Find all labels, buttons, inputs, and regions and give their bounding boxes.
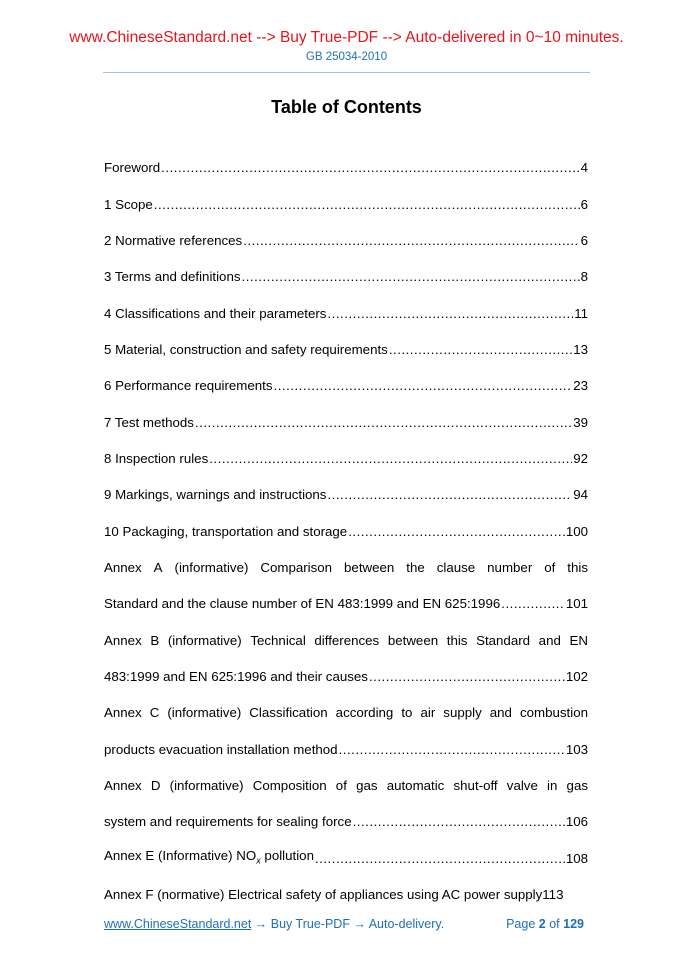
toc-page: 39 [573, 414, 588, 430]
toc-word: the [406, 559, 425, 575]
toc-page: 101 [565, 596, 588, 612]
toc-word: (informative) [167, 632, 242, 648]
toc-word: Composition [252, 778, 327, 794]
toc-word: of [544, 559, 556, 575]
toc-word: this [567, 559, 588, 575]
toc-entry-annex-e[interactable] [104, 841, 588, 877]
toc-leader [195, 414, 572, 432]
toc-entry-scope[interactable] [104, 186, 588, 222]
toc-word: Technical [250, 632, 306, 648]
toc-word: Annex [104, 632, 142, 648]
toc-entry-annex-a-line1[interactable] [104, 550, 588, 586]
toc-entry-performance[interactable] [104, 368, 588, 404]
toc-entry-test-methods[interactable] [104, 404, 588, 440]
toc-word: and [538, 632, 561, 648]
toc-word: number [487, 559, 533, 575]
toc-entry-inspection[interactable] [104, 441, 588, 477]
toc-label: 3 Terms and definitions [104, 269, 241, 285]
toc-label [104, 847, 314, 870]
toc-entry-material[interactable] [104, 332, 588, 368]
footer-arrow: → [251, 917, 271, 931]
toc-word: according [335, 705, 394, 721]
header-divider [103, 72, 590, 73]
footer-links [104, 915, 444, 933]
toc-label-subscript: x [256, 856, 261, 867]
toc-leader [315, 850, 565, 868]
toc-word: between [387, 632, 439, 648]
toc-leader [243, 232, 579, 250]
toc-word: (informative) [167, 705, 242, 721]
toc-label: 8 Inspection rules [104, 450, 209, 466]
toc-label: 483:1999 and EN 625:1996 and their causes [104, 668, 368, 684]
toc-entry-normative-references[interactable] [104, 223, 588, 259]
toc-label-tail: pollution [260, 848, 314, 864]
toc-label: 9 Markings, warnings and instructions [104, 487, 327, 503]
toc-page: 6 [580, 232, 588, 248]
toc-page: 113 [542, 887, 564, 903]
standard-code: GB 25034-2010 [305, 51, 388, 63]
toc-label: Annex F (normative) Electrical safety of appliances using AC power supply [104, 887, 543, 903]
toc-page: 103 [565, 741, 588, 757]
toc-word: C [149, 705, 160, 721]
toc-word: D [150, 778, 161, 794]
toc-label: 7 Test methods [104, 414, 194, 430]
toc-word: automatic [386, 778, 445, 794]
toc-entry-annex-b-line1[interactable] [104, 622, 588, 658]
toc-label: 4 Classifications and their parameters [104, 305, 327, 321]
toc-label: products evacuation installation method [104, 741, 338, 757]
toc-leader [339, 741, 565, 759]
toc-word: air [420, 705, 436, 721]
toc-word: this [446, 632, 468, 648]
toc-leader [369, 668, 565, 686]
toc-word: (informative) [174, 559, 249, 575]
toc-entry-terms[interactable] [104, 259, 588, 295]
footer-delivery: Auto-delivery. [368, 917, 445, 931]
toc-entry-annex-a-line2[interactable] [104, 586, 588, 622]
toc-label: Standard and the clause number of EN 483:1999 and EN 625:1996 [104, 596, 501, 612]
toc-page: 13 [573, 341, 588, 357]
toc-entry-annex-c-line2[interactable] [104, 732, 588, 768]
toc-page: 102 [565, 668, 588, 684]
toc-word: between [344, 559, 395, 575]
toc-leader [242, 268, 580, 286]
toc-leader [348, 523, 565, 541]
toc-label: Foreword [104, 160, 161, 176]
toc-entry-foreword[interactable] [104, 150, 588, 186]
toc-label: 10 Packaging, transportation and storage [104, 523, 348, 539]
toc-word: to [401, 705, 413, 721]
toc-label: 1 Scope [104, 196, 153, 212]
toc-leader [327, 305, 573, 323]
toc-page: 108 [565, 850, 588, 866]
toc-word: and [489, 705, 512, 721]
toc-word: of [335, 778, 347, 794]
toc-word: Annex [104, 559, 142, 575]
toc-word: B [150, 632, 160, 648]
toc-leader [274, 377, 573, 395]
toc-label: 2 Normative references [104, 232, 243, 248]
toc-label-main: Annex E (Informative) NO [104, 848, 257, 864]
toc-word: Annex [104, 705, 142, 721]
toc-list [104, 150, 588, 913]
toc-leader [353, 813, 565, 831]
toc-page: 4 [580, 160, 588, 176]
footer-arrow: → [349, 917, 369, 931]
toc-leader [154, 196, 580, 214]
toc-entry-annex-d-line1[interactable] [104, 768, 588, 804]
footer [104, 915, 588, 933]
toc-leader [161, 159, 579, 177]
toc-word: differences [314, 632, 380, 648]
toc-word: (informative) [169, 778, 244, 794]
toc-label: system and requirements for sealing force [104, 814, 352, 830]
toc-word: A [153, 559, 163, 575]
toc-word: gas [566, 778, 588, 794]
toc-entry-annex-f[interactable] [104, 877, 588, 913]
top-banner[interactable]: www.ChineseStandard.net --> Buy True-PDF --> Auto-delivered in 0~10 minutes. [69, 29, 624, 46]
toc-entry-markings[interactable] [104, 477, 588, 513]
toc-leader [209, 450, 572, 468]
toc-word: in [547, 778, 558, 794]
toc-word: gas [356, 778, 378, 794]
toc-word: supply [443, 705, 482, 721]
toc-leader [327, 486, 572, 504]
toc-leader [501, 595, 565, 613]
toc-page: 106 [565, 814, 588, 830]
toc-word: shut-off [453, 778, 498, 794]
toc-word: Classification [249, 705, 328, 721]
toc-entry-annex-b-line2[interactable] [104, 659, 588, 695]
toc-word: combustion [519, 705, 588, 721]
toc-label: 6 Performance requirements [104, 378, 273, 394]
toc-word: Comparison [260, 559, 333, 575]
toc-word: valve [506, 778, 538, 794]
page-total: 129 [563, 917, 584, 931]
page-of: of [549, 917, 560, 931]
toc-page: 8 [580, 269, 588, 285]
toc-word: Annex [104, 778, 142, 794]
toc-leader [389, 341, 572, 359]
toc-entry-annex-c-line1[interactable] [104, 695, 588, 731]
toc-word: EN [569, 632, 588, 648]
footer-buy-link[interactable]: Buy True-PDF [270, 917, 350, 931]
footer-site-link[interactable]: www.ChineseStandard.net [104, 917, 252, 931]
toc-entry-annex-d-line2[interactable] [104, 804, 588, 840]
toc-page: 23 [573, 378, 588, 394]
page-current: 2 [538, 917, 546, 931]
toc-label: 5 Material, construction and safety requirements [104, 341, 388, 357]
page-label: Page [506, 917, 536, 931]
toc-page: 11 [574, 305, 588, 321]
toc-page: 92 [573, 450, 588, 466]
toc-page: 6 [580, 196, 588, 212]
page-title: Table of Contents [271, 97, 422, 117]
page-indicator [506, 915, 588, 933]
toc-page: 94 [573, 487, 588, 503]
toc-word: Standard [476, 632, 531, 648]
toc-entry-packaging[interactable] [104, 513, 588, 549]
toc-entry-classifications[interactable] [104, 295, 588, 331]
toc-word: clause [436, 559, 476, 575]
toc-page: 100 [565, 523, 588, 539]
